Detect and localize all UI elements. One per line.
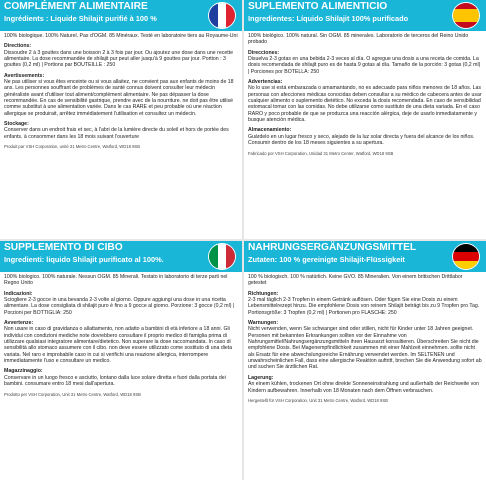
spain-flag-icon: [452, 2, 480, 29]
directions-text: Dissoudre 2 à 3 gouttes dans une boisson 2 à 3 fois par jour. Ou ajoutez une dose dans une recette alimentaire. La dose recommandée de shilajit pur peut aller jusqu'à 9 gouttes par jour. Portion : 3 gouttes (0,2 ml) | Portions par BOUTEILLE : 250: [4, 49, 233, 69]
panel-spanish: [244, 0, 486, 239]
panel-spanish-header: [244, 0, 486, 31]
directions-heading: Directions:: [4, 43, 32, 50]
directions-text: 2-3 mal täglich 2-3 Tropfen in einem Getränk auflösen. Oder fügen Sie eine Dosis zu einem Lebensmittelrezept hinzu. Die empfohlene Dosis von reinem Shilajit beträgt bis zu 9 Tropfen pro Tag. Portionsgröße: 3 Tropfen (0,2 ml) | Portionen pro FLASCHE: 250: [248, 297, 480, 316]
italy-flag-icon: [208, 243, 236, 270]
panel-subtitle: Ingredienti: liquido Shilajit purificato al 100%.: [4, 254, 164, 264]
intro-text: 100% biologico. 100% naturale. Nessun OGM. 85 Minerali. Testato in laboratorio di terze parti nel Regno Unito: [4, 274, 228, 287]
panel-italian-header: [0, 241, 242, 272]
storage-heading: Almacenamiento:: [248, 127, 292, 134]
manufacturer-footer: Hergestellt für VSH Corporation, Unit 31 Metro Centre, Watford, WD18 9SB: [248, 397, 388, 403]
storage-text: Conservare in un luogo fresco e asciutto, lontano dalla luce solare diretta e fuori dalla portata dei bambini. consumare entro 18 mesi dall'apertura.: [4, 374, 226, 388]
panel-italian: [0, 241, 242, 480]
germany-flag-icon: [452, 243, 480, 270]
storage-text: Guárdelo en un lugar fresco y seco, alejado de la luz solar directa y fuera del alcance de los niños. Consumir dentro de los 18 meses siguientes a su apertura.: [248, 133, 475, 147]
directions-text: Sciogliere 2-3 gocce in una bevanda 2-3 volte al giorno. Oppure aggiungi una dose in una ricetta alimentare. La dose consigliata di shilajit puro è fino a 9 gocce al giorno. Porzione: 3 gocce (0,2 ml) | Porzioni per BOTTIGLIA: 250: [4, 297, 235, 316]
panel-italian-body: [0, 272, 242, 397]
warnings-heading: Warnungen:: [248, 320, 279, 327]
panel-german-body: [244, 272, 486, 403]
storage-heading: Lagerung:: [248, 374, 274, 381]
storage-text: Conserver dans un endroit frais et sec, à l'abri de la lumière directe du soleil et hors de portée des enfants. à consommer dans les 18 mois suivant l'ouverture: [4, 127, 229, 140]
intro-text: 100% biologique. 100% Naturel. Pas d'OGM. 85 Minéraux. Testé en laboratoire tiers au Royaume-Uni: [4, 33, 238, 39]
storage-heading: Magazzinaggio:: [4, 368, 43, 375]
intro-text: 100% biológico. 100% natural. Sin OGM. 85 minerales. Laboratorio de terceros del Reino Unido probado: [248, 33, 469, 46]
warnings-text: Nicht verwenden, wenn Sie schwanger sind oder stillen, nicht für Kinder unter 18 Jahren geeignet. Personen mit bekannten Erkrankungen sollten vor der Einnahme von Nahrungsmittel/Nahrungsergänzungsmitteln ihren Hausarzt konsultieren. Überschreiten Sie nicht die empfohlene Dosis. Bei Magenempfindlichkeit zusammen mit einer Mahlzeit einnehmen. sollte nicht als Ersatz für eine abwechslungsreiche Ernährung verwendet werden. Im SELTENEN und unwahrscheinlichen Fall, dass eine allergische Reaktion auftritt, brechen Sie die Anwendung sofort ab und suchen Sie ärztlichen Rat.: [248, 326, 482, 371]
manufacturer-footer: Produit par VSH Corporation, unité 31 Metro Centre, Watford, WD18 9SB: [4, 144, 140, 150]
panel-title: NAHRUNGSERGÄNZUNGSMITTEL: [248, 242, 417, 253]
panel-subtitle: Ingrédients : Liquide Shilajit purifié à 100 %: [4, 13, 157, 23]
warnings-heading: Avvertenze:: [4, 320, 34, 327]
manufacturer-footer: Prodotto per VSH Corporation, Unit 31 Metro Centre, Watford, WD18 9SB: [4, 391, 141, 397]
panel-french-header: [0, 0, 242, 31]
panel-spanish-body: [244, 31, 486, 156]
intro-text: 100 % biologisch. 100 % natürlich. Keine GVO. 85 Mineralien. Von einem britischen Drittlabor getestet: [248, 274, 463, 287]
storage-text: An einem kühlen, trockenen Ort ohne direkte Sonneneinstrahlung und außerhalb der Reichweite von Kindern aufbewahren. Innerhalb von 18 Monaten nach dem Öffnen verbrauchen.: [248, 381, 479, 394]
panel-german: [244, 241, 486, 480]
manufacturer-footer: Fabricado por VSH Corporation, Unidad 31 Metro Center, Watford, WD18 9SB: [248, 150, 394, 156]
directions-text: Disuelva 2-3 gotas en una bebida 2-3 veces al día. O agregue una dosis a una receta de comida. La dosis recomendada de shilajit puro es de hasta 9 gotas al día. Tamaño de la porción: 3 gotas (0,2 ml) | Porciones por BOTELLA: 250: [248, 56, 481, 75]
warnings-heading: Avertissements:: [4, 72, 45, 79]
panel-subtitle: Zutaten: 100 % gereinigte Shilajit-Flüssigkeit: [248, 254, 405, 264]
panel-french-body: [0, 31, 242, 149]
directions-heading: Richtungen:: [248, 290, 279, 297]
panel-title: SUPLEMENTO ALIMENTICIO: [248, 1, 388, 12]
directions-heading: Indicazioni:: [4, 290, 33, 297]
france-flag-icon: [208, 2, 236, 29]
panel-title: COMPLÉMENT ALIMENTAIRE: [4, 1, 148, 12]
warnings-text: Non usare in caso di gravidanza o allattamento, non adatto a bambini di età inferiore a 18 anni. Gli individui con condizioni mediche note dovrebbero consultare il proprio medico di famiglia prima di utilizzare qualsiasi integratore alimentare/dietetico. Non superare la dose raccomandata. In caso di sensibilità allo stomaco assumere con il cibo. non deve essere utilizzato come sostituto di una dieta variata. Nel raro e improbabile caso in cui si verifichi una reazione allergica, interrompere immediatamente l'uso e consultare un medico.: [4, 326, 233, 365]
warnings-text: No lo use si está embarazada o amamantando, no es adecuado para niños menores de 18 años. Las personas con afecciones médicas conocidas deben consultar a su médico de cabecera antes de usar cualquier alimento o suplemento dietético. No exceda la dosis recomendada. En caso de sensibilidad estomacal tomar con las comidas. No debe utilizarse como sustituto de una dieta variada. En el caso RARO y poco probable de que se produzca una reacción alérgica, deje de usarlo inmediatamente y busque atención médica.: [248, 85, 482, 124]
directions-heading: Direcciones:: [248, 49, 280, 56]
warnings-text: Ne pas utiliser si vous êtes enceinte ou si vous allaitez, ne convient pas aux enfants de moins de 18 ans. Les personnes souffrant de problèmes de santé connus doivent consulter leur médecin généraliste avant d'utiliser tout aliment/complément alimentaire. Ne pas dépasser la dose recommandée. En cas de sensibilité gastrique, prendre avec de la nourriture. ne doit pas être utilisé comme substitut à une alimentation variée. Dans le cas RARE et peu probable où une réaction allergique se produirait, arrêtez immédiatement l'utilisation et consultez un médecin.: [4, 79, 234, 117]
panel-french: [0, 0, 242, 239]
panel-title: SUPPLEMENTO DI CIBO: [4, 242, 123, 253]
panel-german-header: [244, 241, 486, 272]
warnings-heading: Advertencias:: [248, 79, 283, 86]
storage-heading: Stockage:: [4, 121, 29, 128]
panel-subtitle: Ingredientes: Líquido Shilajit 100% purificado: [248, 13, 409, 23]
